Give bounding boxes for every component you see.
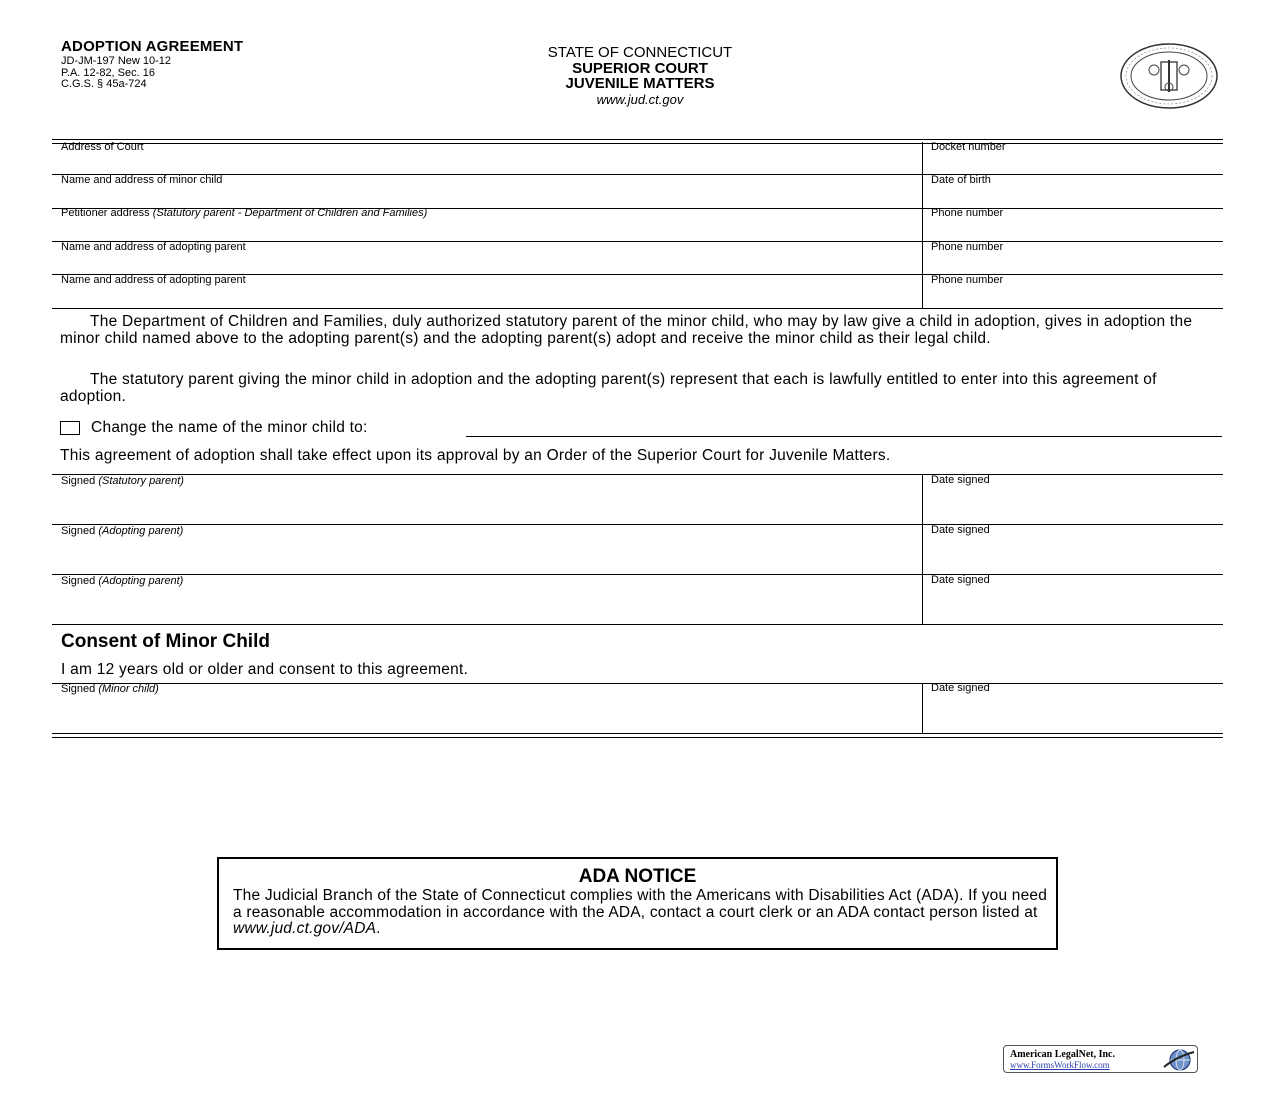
row-divider [52,308,1223,309]
court-name: SUPERIOR COURT [572,59,708,77]
ada-text-end: . [376,920,381,937]
ada-text-body: The Judicial Branch of the State of Connecticut complies with the Americans with Disabilities Act (ADA). If you need a reasonable accommodation in accordance with the ADA, contact a court clerk or an ADA contact person listed at [233,887,1048,921]
form-meta [61,56,171,91]
statute-pa: P.A. 12-82, Sec. 16 [61,66,155,79]
new-name-input[interactable] [466,436,1222,437]
minor-child-field[interactable]: Name and address of minor child [61,174,223,186]
representation-paragraph [60,372,1220,406]
consent-text: I am 12 years old or older and consent to this agreement. [61,661,469,678]
division-name: JUVENILE MATTERS [565,75,715,92]
adopting-parent-2-phone-field[interactable]: Phone number [931,274,1004,286]
sig-divider [52,574,1223,575]
legalnet-name: American LegalNet, Inc. [1010,1049,1115,1060]
adopting-parent-note: (Adopting parent) [98,575,184,587]
address-of-court-field[interactable]: Address of Court [61,141,144,153]
adopting-parent-2-date-field[interactable]: Date signed [931,574,990,586]
adopting-parent-2-signature-field[interactable] [61,575,183,587]
change-name-label: Change the name of the minor child to: [91,419,368,436]
state-seal-icon [1119,42,1219,110]
consent-column-divider [922,683,923,733]
adoption-paragraph-text: The Department of Children and Families, duly authorized statutory parent of the minor child, who may by law give a child in adoption, gives in adoption the minor child named above to the adopting parent(s) and the adopting parent(s) adopt and receive the minor child as their legal child. [60,313,1193,347]
change-name-checkbox[interactable] [60,421,80,435]
sig-divider [52,524,1223,525]
bottom-rule [52,733,1223,738]
petitioner-address-field[interactable] [61,207,427,219]
petitioner-address-label: Petitioner address [61,207,150,219]
adopting-parent-1-signature-field[interactable] [61,525,183,537]
petitioner-note: (Statutory parent - Department of Children and Families) [152,207,428,219]
signed-label: Signed [61,525,96,537]
adopting-parent-1-date-field[interactable]: Date signed [931,524,990,536]
court-website: www.jud.ct.gov [596,91,684,107]
court-heading [440,45,840,107]
consent-divider [52,683,1223,684]
consent-title: Consent of Minor Child [61,631,270,652]
docket-number-field[interactable]: Docket number [931,141,1006,153]
statutory-parent-note: (Statutory parent) [98,475,184,487]
statute-cgs: C.G.S. § 45a-724 [61,78,147,90]
signed-label: Signed [61,683,96,695]
minor-child-signature-field[interactable] [61,683,159,695]
minor-child-date-field[interactable]: Date signed [931,682,990,694]
petitioner-phone-field[interactable]: Phone number [931,207,1004,219]
form-title: ADOPTION AGREEMENT [61,38,244,55]
signed-label: Signed [61,475,96,487]
adopting-parent-note: (Adopting parent) [98,525,184,537]
effect-statement: This agreement of adoption shall take effect upon its approval by an Order of the Superior Court for Juvenile Matters. [60,447,891,464]
sig-divider [52,474,1223,475]
top-rule [52,139,1223,144]
legalnet-link[interactable]: www.FormsWorkFlow.com [1010,1060,1110,1070]
ada-title: ADA NOTICE [578,866,697,887]
ada-text [233,888,1051,938]
form-number: JD-JM-197 New 10-12 [61,55,172,67]
sig-column-divider [922,474,923,624]
adopting-parent-2-field[interactable]: Name and address of adopting parent [61,274,246,286]
statutory-parent-date-field[interactable]: Date signed [931,474,990,486]
adopting-parent-1-phone-field[interactable]: Phone number [931,241,1004,253]
sig-divider [52,624,1223,625]
adopting-parent-1-field[interactable]: Name and address of adopting parent [61,241,246,253]
statutory-parent-signature-field[interactable] [61,475,184,487]
signed-label: Signed [61,575,96,587]
representation-paragraph-text: The statutory parent giving the minor child in adoption and the adopting parent(s) represent that each is lawfully entitled to enter into this agreement of adoption. [60,371,1157,405]
adoption-paragraph [60,314,1220,348]
state-name: STATE OF CONNECTICUT [547,44,733,61]
minor-child-note: (Minor child) [98,683,159,695]
globe-icon [1160,1047,1196,1073]
ada-link[interactable]: www.jud.ct.gov/ADA [233,920,377,937]
row-divider [52,174,1223,175]
date-of-birth-field[interactable]: Date of birth [931,174,991,186]
column-divider [922,142,923,308]
